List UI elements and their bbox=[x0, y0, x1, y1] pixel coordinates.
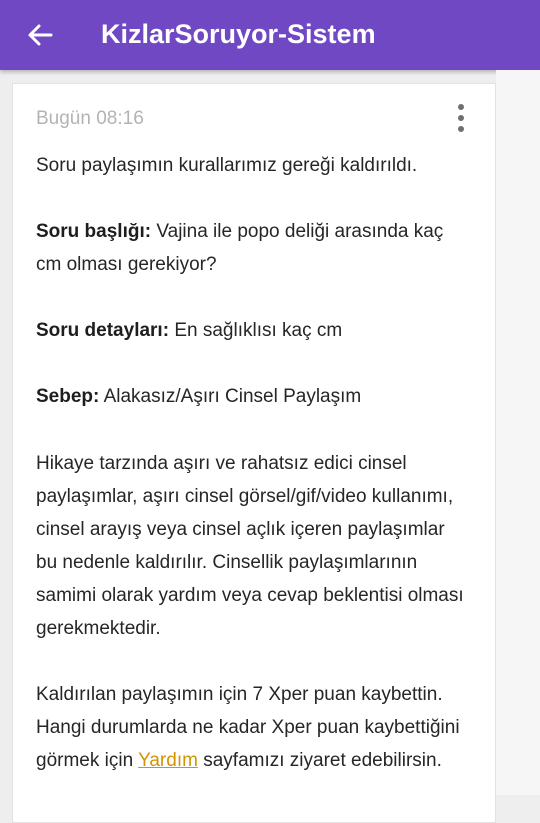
app-bar-title: KizlarSoruyor-Sistem bbox=[101, 19, 376, 49]
reason-label: Sebep: bbox=[36, 386, 100, 407]
question-title-label: Soru başlığı: bbox=[36, 221, 152, 242]
more-vertical-icon-dot bbox=[458, 115, 464, 121]
back-button[interactable] bbox=[20, 17, 60, 53]
question-details-label: Soru detayları: bbox=[36, 320, 170, 341]
question-details-paragraph bbox=[36, 314, 466, 347]
question-details-value: En sağlıklısı kaç cm bbox=[174, 320, 343, 341]
removal-notice: Soru paylaşımın kurallarımız gereği kaldırıldı. bbox=[36, 155, 418, 176]
message-timestamp: Bugün 08:16 bbox=[36, 108, 144, 129]
more-options-button[interactable] bbox=[453, 104, 469, 132]
penalty-paragraph bbox=[36, 678, 466, 777]
message-card bbox=[12, 83, 496, 823]
more-vertical-icon-dot bbox=[458, 126, 464, 132]
arrow-left-icon bbox=[27, 23, 53, 47]
penalty-text: Kaldırılan paylaşımın için 7 Xper puan kaybettin. Hangi durumlarda ne kadar Xper puan kaybettiğini görmek için bbox=[36, 684, 460, 771]
page-background bbox=[496, 70, 540, 795]
question-title-value: Vajina ile popo deliği arasında kaç cm olması gerekiyor? bbox=[36, 221, 444, 275]
question-title-paragraph bbox=[36, 215, 466, 281]
reason-value: Alakasız/Aşırı Cinsel Paylaşım bbox=[103, 386, 362, 407]
app-bar bbox=[0, 0, 540, 70]
more-vertical-icon bbox=[458, 104, 464, 110]
penalty-text-end: sayfamızı ziyaret edebilirsin. bbox=[203, 750, 442, 771]
reason-paragraph bbox=[36, 380, 466, 413]
explanation-paragraph: Hikaye tarzında aşırı ve rahatsız edici cinsel paylaşımlar, aşırı cinsel görsel/gif/video kullanımı, cinsel arayış veya cinsel açlık içeren paylaşımlar bu nedenle kaldırılır. Cinsellik paylaşımlarının samimi olarak yardım veya cevap beklentisi olması gerekmektedir. bbox=[36, 453, 464, 639]
help-link[interactable]: Yardım bbox=[138, 750, 198, 771]
